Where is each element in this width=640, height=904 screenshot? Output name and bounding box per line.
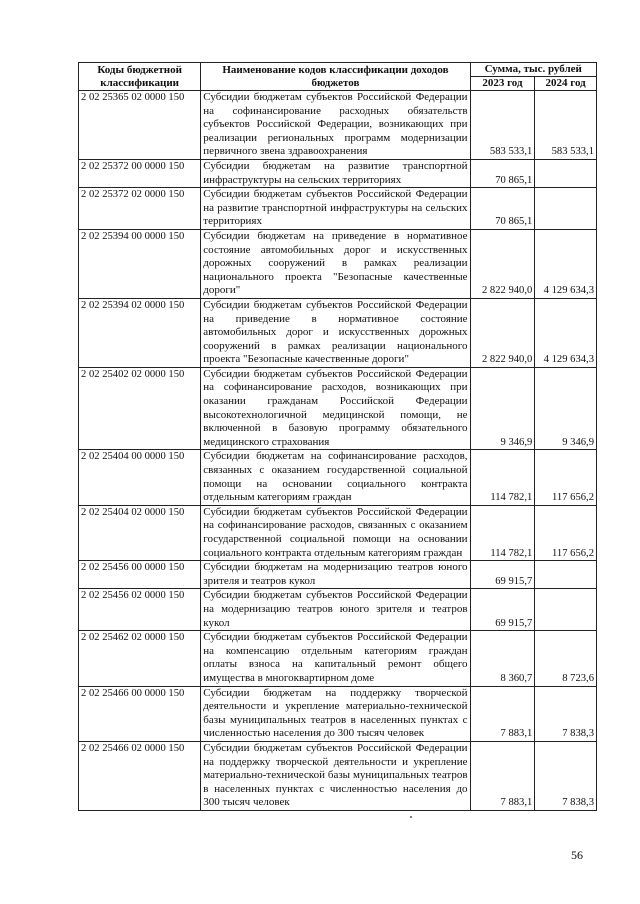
row-code: 2 02 25466 00 0000 150 <box>79 686 201 741</box>
table-header <box>79 63 597 91</box>
row-value-2023: 114 782,1 <box>470 450 535 505</box>
row-value-2024: 7 838,3 <box>535 741 597 810</box>
header-2024: 2024 год <box>535 77 597 91</box>
row-value-2024: 117 656,2 <box>535 505 597 560</box>
row-value-2024: 4 129 634,3 <box>535 229 597 298</box>
table-row <box>79 561 597 589</box>
row-name: Субсидии бюджетам субъектов Российской Федерации на приведение в нормативное состояние автомобильных дорог и искусственных дорожных сооружений в рамках реализации национального проекта "Безопасные качественные дороги" <box>201 298 470 367</box>
table-row <box>79 686 597 741</box>
row-value-2024 <box>535 561 597 589</box>
row-value-2024 <box>535 188 597 230</box>
table-row <box>79 188 597 230</box>
row-value-2023: 69 915,7 <box>470 589 535 631</box>
table-row <box>79 741 597 810</box>
row-value-2023: 8 360,7 <box>470 631 535 686</box>
row-name: Субсидии бюджетам на софинансирование расходов, связанных с оказанием государственной социальной помощи на основании социального контракта отдельным категориям граждан <box>201 450 470 505</box>
row-code: 2 02 25466 02 0000 150 <box>79 741 201 810</box>
row-value-2024: 583 533,1 <box>535 91 597 160</box>
row-name: Субсидии бюджетам субъектов Российской Федерации на софинансирование расходных обязательств субъектов Российской Федерации, возникающих при реализации региональных программ модернизации первичного звена здравоохранения <box>201 91 470 160</box>
row-value-2024: 117 656,2 <box>535 450 597 505</box>
row-name: Субсидии бюджетам субъектов Российской Федерации на развитие транспортной инфраструктуры на сельских территориях <box>201 188 470 230</box>
row-name: Субсидии бюджетам субъектов Российской Федерации на софинансирование расходов, возникающих при оказании гражданам Российской Федерации высокотехнологичной медицинской помощи, не включенной в базовую программу обязательного медицинского страхования <box>201 367 470 450</box>
row-value-2023: 583 533,1 <box>470 91 535 160</box>
row-value-2023: 2 822 940,0 <box>470 229 535 298</box>
row-value-2024 <box>535 589 597 631</box>
row-code: 2 02 25372 00 0000 150 <box>79 159 201 187</box>
row-value-2024: 7 838,3 <box>535 686 597 741</box>
row-value-2023: 2 822 940,0 <box>470 298 535 367</box>
row-code: 2 02 25365 02 0000 150 <box>79 91 201 160</box>
row-name: Субсидии бюджетам субъектов Российской Федерации на модернизацию театров юного зрителя и театров кукол <box>201 589 470 631</box>
table-row <box>79 505 597 560</box>
table-row <box>79 367 597 450</box>
row-name: Субсидии бюджетам на поддержку творческой деятельности и укрепление материально-технической базы муниципальных театров в населенных пунктах с численностью населения до 300 тысяч человек <box>201 686 470 741</box>
row-code: 2 02 25404 00 0000 150 <box>79 450 201 505</box>
row-value-2023: 70 865,1 <box>470 159 535 187</box>
budget-income-table <box>78 62 597 811</box>
row-code: 2 02 25456 02 0000 150 <box>79 589 201 631</box>
row-value-2024: 9 346,9 <box>535 367 597 450</box>
scan-dot <box>410 816 412 818</box>
row-value-2023: 70 865,1 <box>470 188 535 230</box>
row-code: 2 02 25456 00 0000 150 <box>79 561 201 589</box>
table-row <box>79 631 597 686</box>
row-name: Субсидии бюджетам субъектов Российской Федерации на компенсацию отдельным категориям граждан оплаты взноса на капитальный ремонт общего имущества в многоквартирном доме <box>201 631 470 686</box>
header-code: Коды бюджетной классификации <box>79 63 201 91</box>
table-row <box>79 589 597 631</box>
header-2023: 2023 год <box>470 77 535 91</box>
table-row <box>79 229 597 298</box>
table-row <box>79 450 597 505</box>
row-value-2024: 8 723,6 <box>535 631 597 686</box>
row-code: 2 02 25462 02 0000 150 <box>79 631 201 686</box>
row-name: Субсидии бюджетам на развитие транспортной инфраструктуры на сельских территориях <box>201 159 470 187</box>
row-code: 2 02 25404 02 0000 150 <box>79 505 201 560</box>
row-value-2024: 4 129 634,3 <box>535 298 597 367</box>
row-code: 2 02 25394 00 0000 150 <box>79 229 201 298</box>
table-row <box>79 91 597 160</box>
row-value-2023: 9 346,9 <box>470 367 535 450</box>
table-row <box>79 159 597 187</box>
row-name: Субсидии бюджетам субъектов Российской Федерации на софинансирование расходов, связанных с оказанием государственной социальной помощи на основании социального контракта отдельным категориям граждан <box>201 505 470 560</box>
header-name: Наименование кодов классификации доходов бюджетов <box>201 63 470 91</box>
row-name: Субсидии бюджетам на приведение в нормативное состояние автомобильных дорог и искусственных дорожных сооружений в рамках реализации национального проекта "Безопасные качественные дороги" <box>201 229 470 298</box>
row-code: 2 02 25402 02 0000 150 <box>79 367 201 450</box>
page-number: 56 <box>571 848 583 862</box>
row-name: Субсидии бюджетам субъектов Российской Федерации на поддержку творческой деятельности и укрепление материально-технической базы муниципальных театров в населенных пунктах с численностью населения до 300 тысяч человек <box>201 741 470 810</box>
row-value-2023: 7 883,1 <box>470 686 535 741</box>
table-body <box>79 91 597 811</box>
table-row <box>79 298 597 367</box>
row-name: Субсидии бюджетам на модернизацию театров юного зрителя и театров кукол <box>201 561 470 589</box>
row-value-2024 <box>535 159 597 187</box>
header-sum: Сумма, тыс. рублей <box>470 63 596 77</box>
row-value-2023: 69 915,7 <box>470 561 535 589</box>
row-value-2023: 7 883,1 <box>470 741 535 810</box>
row-value-2023: 114 782,1 <box>470 505 535 560</box>
row-code: 2 02 25372 02 0000 150 <box>79 188 201 230</box>
row-code: 2 02 25394 02 0000 150 <box>79 298 201 367</box>
